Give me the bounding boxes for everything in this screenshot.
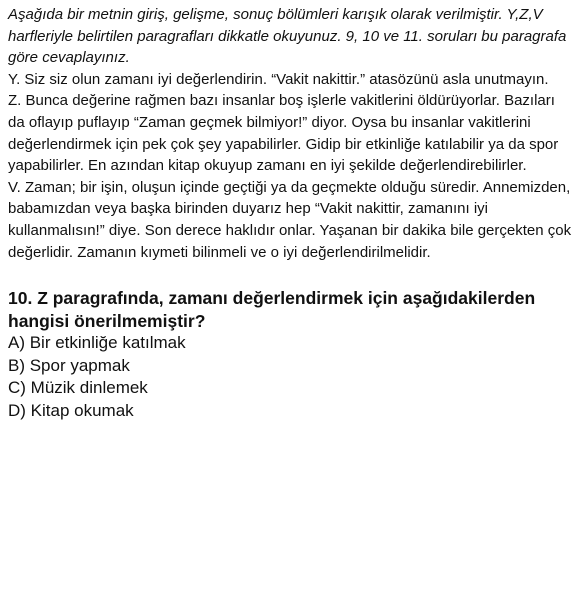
option-b[interactable]: B) Spor yapmak [8, 355, 130, 375]
option-a[interactable]: A) Bir etkinliğe katılmak [8, 333, 186, 353]
option-d[interactable]: D) Kitap okumak [8, 400, 134, 420]
question-text: 10. Z paragrafında, zamanı değerlendirmek için aşağıdakilerden hangisi önerilmemiştir? [8, 288, 536, 331]
paragraph-y: Y. Siz siz olun zamanı iyi değerlendirin. “Vakit nakittir.” atasözünü asla unutmayın. [8, 70, 549, 88]
answer-options [8, 332, 572, 422]
option-c[interactable]: C) Müzik dinlemek [8, 378, 148, 398]
instruction-text: Aşağıda bir metnin giriş, gelişme, sonuç bölümleri karışık olarak verilmiştir. Y,Z,V harfleriyle belirtilen paragrafları dikkatle okuyunuz. 9, 10 ve 11. soruları bu paragrafa göre cevaplayınız. [8, 6, 567, 67]
paragraph-z: Z. Bunca değerine rağmen bazı insanlar boş işlerle vakitlerini öldürüyorlar. Bazıları da oflayıp puflayıp “Zaman geçmek bilmiyor!” diyor. Oysa bu insanlar vakitlerini değerlendirmek için pek çok şey yapabilirler. Gidip bir etkinliğe katılabilir ya da spor yapabilirler. En azından kitap okuyup zamanı en iyi şekilde değerlendirebilirler. [8, 92, 559, 175]
paragraph-v: V. Zaman; bir işin, oluşun içinde geçtiği ya da geçmekte olduğu süredir. Annemizden, babamızdan veya başka birinden duyarız hep “Vakit nakittir, zamanını iyi kullanmalısın!” diye. Son derece haklıdır onlar. Yaşanan bir dakika bile gerçekten çok değerlidir. Zamanın kıymeti bilinmeli ve o iyi değerlendirilmelidir. [8, 178, 572, 261]
